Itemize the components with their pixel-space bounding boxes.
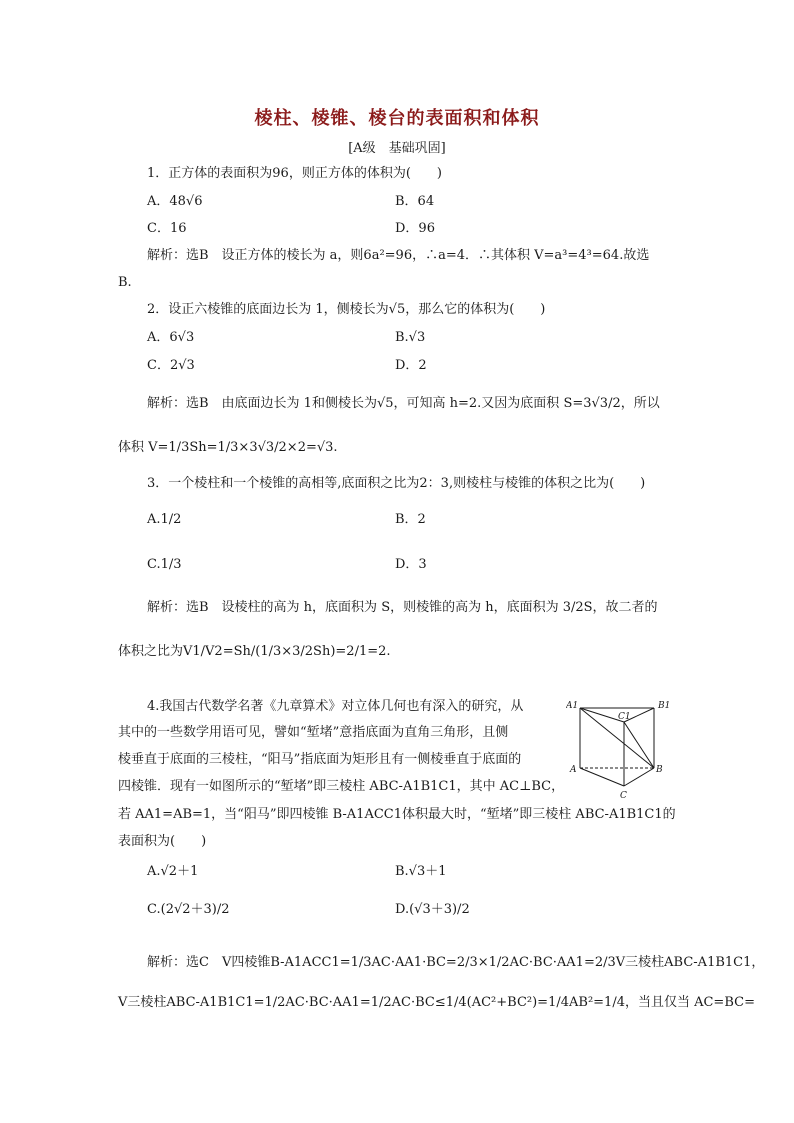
edge-c-b	[624, 768, 654, 786]
q1-option-a: A．48√6	[147, 194, 203, 209]
q2-option-b: B.√3	[395, 330, 426, 345]
q3-option-a: A.1/2	[147, 512, 182, 527]
q1-solution-line1: 解析：选B 设正方体的棱长为 a，则6a²=96，∴a=4．∴其体积 V=a³=4³=64.故选	[147, 248, 650, 263]
q4-option-c: C.(2√2＋3)/2	[147, 902, 230, 917]
q4-solution-line2: V三棱柱ABC-A1B1C1=1/2AC·BC·AA1=1/2AC·BC≤1/4(AC²+BC²)=1/4AB²=1/4，当且仅当 AC=BC=	[118, 995, 755, 1010]
q2-option-a: A．6√3	[147, 330, 195, 345]
label-a: A	[570, 765, 577, 775]
q2-stem: 2．设正六棱锥的底面边长为 1，侧棱长为√5，那么它的体积为( )	[147, 302, 546, 317]
q3-solution-line2: 体积之比为V1/V2=Sh/(1/3×3/2Sh)=2/1=2.	[118, 644, 391, 659]
q4-option-a: A.√2＋1	[147, 864, 199, 879]
q3-option-b: B．2	[395, 512, 426, 527]
q1-option-c: C．16	[147, 221, 187, 236]
edge-a-c	[580, 768, 624, 786]
prism-figure	[566, 696, 686, 806]
page-title: 棱柱、棱锥、棱台的表面积和体积	[254, 108, 540, 129]
q2-option-c: C．2√3	[147, 358, 195, 373]
diagonal-c1-b	[624, 722, 654, 768]
q2-option-d: D．2	[395, 358, 427, 373]
q4-solution-line1: 解析：选C V四棱锥B-A1ACC1=1/3AC·AA1·BC=2/3×1/2AC·BC·AA1=2/3V三棱柱ABC-A1B1C1，	[147, 955, 765, 970]
label-a1: A1	[566, 701, 579, 711]
q1-option-d: D．96	[395, 221, 435, 236]
label-b: B	[656, 765, 663, 775]
q1-stem: 1．正方体的表面积为96，则正方体的体积为( )	[147, 166, 442, 181]
q4-stem-line6: 表面积为( )	[118, 834, 207, 849]
q2-solution-line1: 解析：选B 由底面边长为 1和侧棱长为√5，可知高 h=2.又因为底面积 S=3√3/2，所以	[147, 396, 660, 411]
q4-option-d: D.(√3＋3)/2	[395, 902, 470, 917]
q4-stem-line5: 若 AA1=AB=1，当“阳马”即四棱锥 B-A1ACC1体积最大时，“堑堵”即三棱柱 ABC-A1B1C1的	[118, 807, 676, 822]
label-b1: B1	[658, 701, 671, 711]
q4-stem-line3: 棱垂直于底面的三棱柱，“阳马”指底面为矩形且有一侧棱垂直于底面的	[118, 752, 522, 767]
q3-option-d: D．3	[395, 557, 427, 572]
q4-stem-line4: 四棱锥．现有一如图所示的“堑堵”即三棱柱 ABC-A1B1C1，其中 AC⊥BC，	[118, 779, 565, 794]
label-c1: C1	[618, 712, 631, 722]
diagonal-a1-b	[580, 708, 654, 768]
q4-option-b: B.√3＋1	[395, 864, 447, 879]
q3-stem: 3．一个棱柱和一个棱锥的高相等,底面积之比为2：3,则棱柱与棱锥的体积之比为( )	[147, 476, 646, 491]
q1-solution-line2: B.	[118, 275, 132, 290]
q3-solution-line1: 解析：选B 设棱柱的高为 h，底面积为 S，则棱锥的高为 h，底面积为 3/2S，故二者的	[147, 600, 658, 615]
q2-solution-line2: 体积 V=1/3Sh=1/3×3√3/2×2=√3.	[118, 440, 338, 455]
q4-stem-line2: 其中的一些数学用语可见，譬如“堑堵”意指底面为直角三角形，且侧	[118, 725, 509, 740]
q1-option-b: B．64	[395, 194, 435, 209]
q4-stem-line1: 4.我国古代数学名著《九章算术》对立体几何也有深入的研究，从	[147, 699, 524, 714]
q3-option-c: C.1/3	[147, 557, 182, 572]
level-subtitle: [A级 基础巩固]	[348, 141, 446, 156]
label-c: C	[620, 791, 627, 801]
